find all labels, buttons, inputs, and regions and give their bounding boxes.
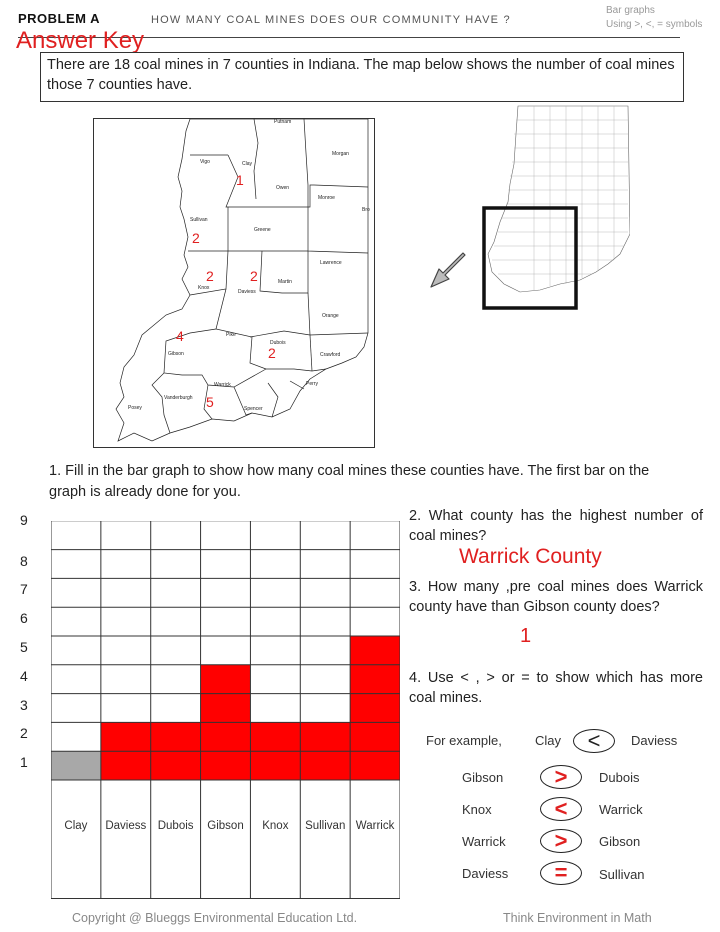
compare-left-2: Knox bbox=[462, 802, 492, 817]
category-label-warrick: Warrick bbox=[355, 820, 395, 832]
bars-layer bbox=[51, 636, 400, 780]
county-monroe: Monroe bbox=[318, 195, 335, 201]
county-sullivan: Sullivan bbox=[190, 217, 208, 223]
mine-count-knox: 2 bbox=[206, 268, 214, 284]
question-4: 4. Use < , > or = to show which has more coal mines. bbox=[409, 670, 703, 706]
county-crawford: Crawford bbox=[320, 352, 341, 358]
category-label-dubois: Dubois bbox=[157, 820, 194, 832]
intro-text: There are 18 coal mines in 7 counties in Indiana. The map below shows the number of coal mines those 7 counties have. bbox=[40, 52, 684, 102]
county-vanderburgh: Vanderburgh bbox=[164, 395, 193, 401]
bar-clay[interactable] bbox=[51, 751, 101, 780]
category-label-gibson: Gibson bbox=[207, 820, 244, 832]
topic-tag bbox=[606, 4, 702, 32]
y-tick-3: 3 bbox=[20, 696, 28, 713]
state-locator-map bbox=[480, 104, 630, 314]
category-labels bbox=[64, 820, 394, 832]
county-owen: Owen bbox=[276, 185, 290, 191]
mine-count-daviess: 2 bbox=[250, 268, 258, 284]
answer-key-label: Answer Key bbox=[16, 27, 145, 54]
county-borders bbox=[116, 119, 368, 441]
county-clay: Clay bbox=[242, 161, 253, 167]
mine-count-sullivan: 2 bbox=[192, 230, 200, 246]
bar-warrick[interactable] bbox=[350, 636, 400, 780]
copyright-footer: Copyright @ Blueggs Environmental Education Ltd. bbox=[72, 911, 358, 925]
category-label-daviess: Daviess bbox=[105, 820, 147, 832]
county-gibson: Gibson bbox=[168, 351, 184, 357]
mine-count-clay: 1 bbox=[236, 172, 244, 188]
question-2: 2. What county has the highest number of coal mines? bbox=[409, 508, 703, 544]
y-tick-5: 5 bbox=[20, 639, 28, 655]
y-tick-6: 6 bbox=[20, 610, 28, 627]
compare-symbol-4[interactable]: = bbox=[540, 861, 582, 885]
county-posey: Posey bbox=[128, 405, 142, 411]
county-daviess: Daviess bbox=[238, 289, 256, 295]
category-label-sullivan: Sullivan bbox=[305, 820, 346, 832]
category-label-knox: Knox bbox=[262, 820, 289, 832]
topic-line-1: Bar graphs bbox=[606, 5, 655, 16]
county-orange: Orange bbox=[322, 313, 339, 319]
bar-graph[interactable] bbox=[51, 521, 400, 899]
mine-count-dubois: 2 bbox=[268, 345, 276, 361]
county-lawrence: Lawrence bbox=[320, 260, 342, 266]
county-spencer: Spencer bbox=[244, 406, 263, 412]
county-knox: Knox bbox=[198, 285, 210, 291]
compare-right-4: Sullivan bbox=[599, 867, 645, 882]
y-tick-7: 7 bbox=[20, 581, 28, 598]
mine-count-warrick: 5 bbox=[206, 394, 214, 410]
worksheet-title: HOW MANY COAL MINES DOES OUR COMMUNITY HAVE ? bbox=[151, 14, 511, 26]
compare-right-1: Dubois bbox=[599, 770, 640, 785]
county-morgan: Morgan bbox=[332, 151, 349, 157]
tagline-footer: Think Environment in Math bbox=[503, 911, 652, 925]
topic-line-2: Using >, <, = symbols bbox=[606, 19, 703, 30]
question-3: 3. How many ,pre coal mines does Warrick county have than Gibson county does? bbox=[409, 579, 703, 615]
y-tick-2: 2 bbox=[20, 725, 28, 742]
y-tick-1: 1 bbox=[20, 754, 28, 771]
compare-right-2: Warrick bbox=[599, 802, 643, 817]
example-label: For example, bbox=[426, 733, 502, 748]
problem-label: PROBLEM A bbox=[18, 11, 101, 26]
compare-symbol-3[interactable]: > bbox=[540, 829, 582, 853]
compare-right-3: Gibson bbox=[599, 834, 641, 849]
county-perry: Perry bbox=[306, 381, 318, 387]
county-warrick: Warrick bbox=[214, 382, 231, 388]
county-vigo: Vigo bbox=[200, 159, 210, 165]
county-martin: Martin bbox=[278, 279, 292, 285]
compare-symbol-1[interactable]: > bbox=[540, 765, 582, 789]
example-right-county: Daviess bbox=[631, 733, 678, 748]
compare-left-4: Daviess bbox=[462, 866, 509, 881]
y-tick-4: 4 bbox=[20, 667, 28, 684]
county-dubois: Dubois bbox=[270, 340, 286, 346]
zoom-arrow-icon bbox=[425, 249, 469, 293]
county-pike: Pike bbox=[226, 332, 236, 338]
mine-count-gibson: 4 bbox=[176, 328, 184, 344]
category-label-clay: Clay bbox=[64, 820, 88, 832]
compare-left-1: Gibson bbox=[462, 770, 504, 785]
question-2-answer: Warrick County bbox=[459, 545, 602, 568]
example-symbol-oval: < bbox=[573, 729, 615, 753]
county-map bbox=[93, 118, 375, 448]
county-brown: Bro bbox=[362, 207, 370, 213]
county-putnam: Putnam bbox=[274, 119, 292, 125]
question-3-answer: 1 bbox=[520, 625, 532, 647]
compare-left-3: Warrick bbox=[462, 834, 506, 849]
y-tick-9: 9 bbox=[20, 511, 28, 528]
example-left-county: Clay bbox=[535, 733, 562, 748]
county-greene: Greene bbox=[254, 227, 271, 233]
y-tick-8: 8 bbox=[20, 552, 28, 569]
compare-symbol-2[interactable]: < bbox=[540, 797, 582, 821]
question-1: 1. Fill in the bar graph to show how many coal mines these counties have. The first bar on the graph is already done for you. bbox=[49, 463, 650, 500]
